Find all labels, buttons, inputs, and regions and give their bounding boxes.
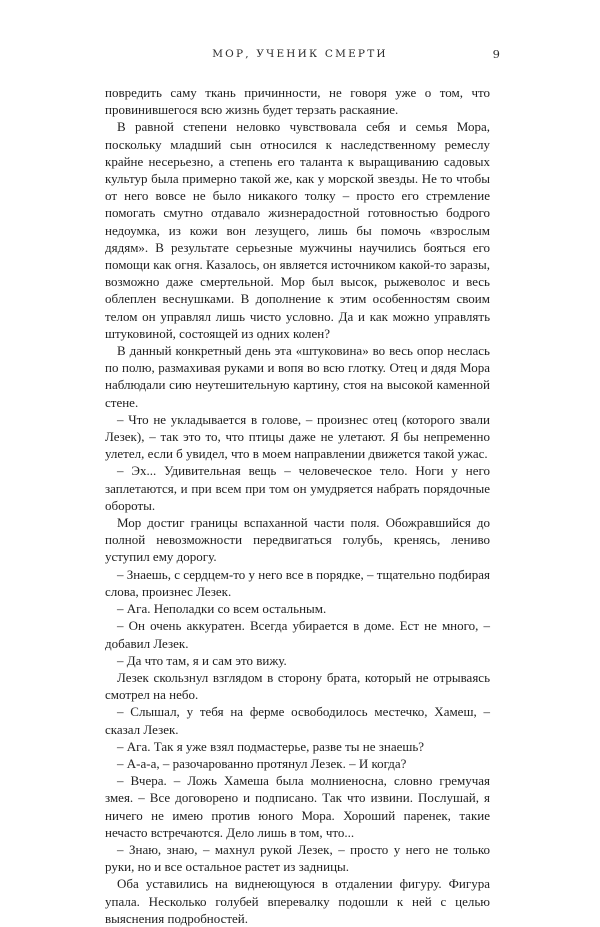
paragraph: – Знаю, знаю, – махнул рукой Лезек, – просто у него не только руки, но и все остальное растет из задницы. xyxy=(105,841,490,875)
running-title: МОР, УЧЕНИК СМЕРТИ xyxy=(212,48,388,60)
paragraph: – Эх... Удивительная вещь – человеческое тело. Ноги у него заплетаются, и при всем при том он умудряется набрать порядочные обороты. xyxy=(105,463,490,513)
paragraph: – Да что там, я и сам это вижу. xyxy=(117,652,287,668)
paragraph: Лезек скользнул взглядом в сторону брата, который не отрываясь смотрел на небо. xyxy=(105,669,490,703)
paragraph: В равной степени неловко чувствовала себя и семья Мора, поскольку младший сын относился к наследственному ремеслу крайне несерьезно, а степень его таланта к выращиванию садовых культур была примерно такой же, как у морской звезды. Не то чтобы от него вовсе не было никакого толку – просто его стремление помогать смутно отдавало жизнерадостной готовностью бодрого недоумка, из кожи вон лезущего, лишь бы помочь «взрослым дядям». В результате серьезные мужчины научились бояться его помощи как огня. Казалось, он является источником какой-то заразы, возможно даже смертельной. Мор был высок, рыжеволос и весь облеплен веснушками. В дополнение к этим особенностям своим телом он управлял лишь чисто условно. Да и как можно управлять штуковиной, состоящей из одних колен? xyxy=(105,119,490,341)
paragraph: – Знаешь, с сердцем-то у него все в порядке, – тщательно подбирая слова, произнес Лезек. xyxy=(105,566,490,599)
page-number: 9 xyxy=(492,47,500,61)
paragraph: – Что не укладывается в голове, – произнес отец (которого звали Лезек), – так это то, что птицы даже не улетают. Я бы непременно улетел, если б увидел, что в моем направлении движется такой ужас. xyxy=(105,411,490,462)
body-text xyxy=(105,84,490,927)
paragraph: В данный конкретный день эта «штуковина» во весь опор неслась по полю, размахивая руками и вопя во всю глотку. Отец и дядя Мора наблюдали сию неутешительную картину, стоя на высокой каменной стене. xyxy=(105,343,490,410)
paragraph: – А-а-а, – разочарованно протянул Лезек. – И когда? xyxy=(117,755,407,771)
paragraph: повредить саму ткань причинности, не говоря уже о том, что провинившегося всю жизнь будет терзать раскаяние. xyxy=(105,85,490,118)
paragraph: – Слышал, у тебя на ферме освободилось местечко, Хамеш, – сказал Лезек. xyxy=(105,704,490,737)
paragraph: – Он очень аккуратен. Всегда убирается в доме. Ест не много, – добавил Лезек. xyxy=(105,618,490,651)
paragraph: – Ага. Неполадки со всем остальным. xyxy=(117,601,327,617)
paragraph: – Ага. Так я уже взял подмастерье, разве ты не знаешь? xyxy=(117,738,425,754)
paragraph: Оба уставились на виднеющуюся в отдалении фигуру. Фигура упала. Несколько голубей вперевалку подошли к ней с целью выяснения подробностей. xyxy=(105,876,490,926)
paragraph: Мор достиг границы вспаханной части поля. Обожравшийся до полной невозможности передвигаться голубь, кренясь, лениво уступил ему дорогу. xyxy=(105,515,490,565)
paragraph: – Вчера. – Ложь Хамеша была молниеносна, словно гремучая змея. – Все договорено и подписано. Так что извини. Послушай, я ничего не имею против юного Мора. Хороший паренек, такие нечасто встречаются. Дело лишь в том, что... xyxy=(105,773,490,840)
